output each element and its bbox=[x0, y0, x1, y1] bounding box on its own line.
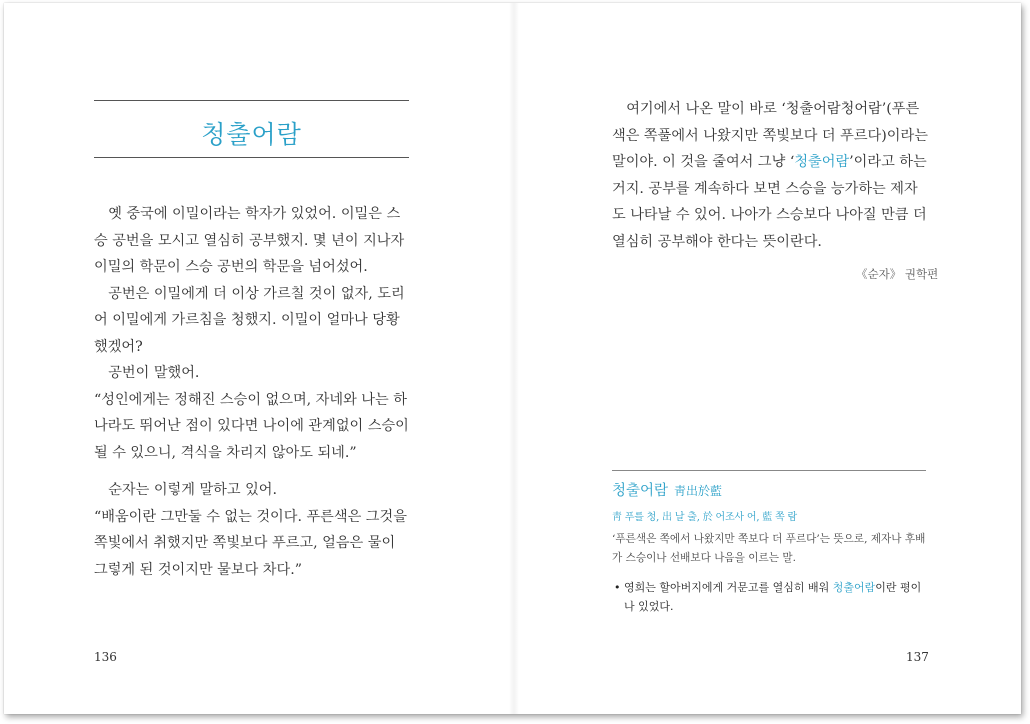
highlighted-term: 청출어람 bbox=[794, 154, 850, 170]
definition-box bbox=[612, 470, 926, 616]
title-bottom-rule bbox=[94, 157, 409, 158]
right-body-text bbox=[612, 96, 930, 255]
example-text: • 영희는 할아버지에게 거문고를 열심히 배워 bbox=[614, 581, 833, 594]
paragraph-text: ’이라고 하는 거지. 공부를 계속하다 보면 스승을 능가하는 제자도 나타날 수 있어. 나아가 스승보다 나아질 만큼 더 열심히 공부해야 한다는 뜻이란다. bbox=[612, 154, 927, 250]
definition-example bbox=[612, 578, 926, 616]
book-spread bbox=[4, 3, 1021, 714]
title-top-rule bbox=[94, 100, 409, 101]
definition-reading: 靑 푸를 청, 出 날 출, 於 어조사 어, 藍 쪽 람 bbox=[612, 512, 797, 523]
definition-hanja: 靑出於藍 bbox=[674, 484, 723, 498]
left-body-text bbox=[94, 201, 412, 466]
paragraph: 순자는 이렇게 말하고 있어. bbox=[108, 482, 277, 498]
definition-heading bbox=[612, 479, 926, 500]
page-number-left: 136 bbox=[94, 650, 117, 664]
paragraph: 공번은 이밀에게 더 이상 가르칠 것이 없자, 도리어 이밀에게 가르침을 청했지. 이밀이 얼마나 당황했겠어? bbox=[94, 285, 405, 355]
quote-paragraph: “배움이란 그만둘 수 없는 것이다. 푸른색은 그것을 쪽빛에서 취했지만 쪽빛보다 푸르고, 얼음은 물이 그렇게 된 것이지만 물보다 차다.” bbox=[94, 508, 407, 578]
paragraph: 옛 중국에 이밀이라는 학자가 있었어. 이밀은 스승 공번을 모시고 열심히 공부했지. 몇 년이 지나자 이밀의 학문이 스승 공번의 학문을 넘어섰어. bbox=[94, 206, 405, 275]
paragraph-text: 여기에서 나온 말이 바로 ‘청출어람청어람’(푸른색은 쪽풀에서 나왔지만 쪽빛보다 더 푸르다)이라는 말이야. 이 것을 줄여서 그냥 ‘ bbox=[612, 101, 928, 170]
paragraph: 공번이 말했어. bbox=[108, 365, 200, 381]
source-citation: 《순자》 권학편 bbox=[856, 267, 939, 281]
paragraph bbox=[612, 96, 930, 255]
book-gutter bbox=[509, 3, 519, 714]
page-title: 청출어람 bbox=[201, 120, 302, 149]
left-body-text-2 bbox=[94, 477, 412, 583]
definition-rule bbox=[612, 470, 926, 471]
example-text: 이란 평이 나 있었다. bbox=[624, 581, 922, 613]
quote-paragraph: “성인에게는 정해진 스승이 없으며, 자네와 나는 하나라도 뛰어난 점이 있다면 나이에 관계없이 스승이 될 수 있으니, 격식을 차리지 않아도 되네.” bbox=[94, 391, 409, 461]
page-number-right: 137 bbox=[906, 650, 929, 664]
example-highlight: 청출어람 bbox=[832, 581, 876, 594]
definition-meaning: ‘푸른색은 쪽에서 나왔지만 쪽보다 더 푸르다’는 뜻으로, 제자나 후배가 스승이나 선배보다 나음을 이르는 말. bbox=[612, 533, 926, 564]
definition-word: 청출어람 bbox=[612, 483, 669, 499]
